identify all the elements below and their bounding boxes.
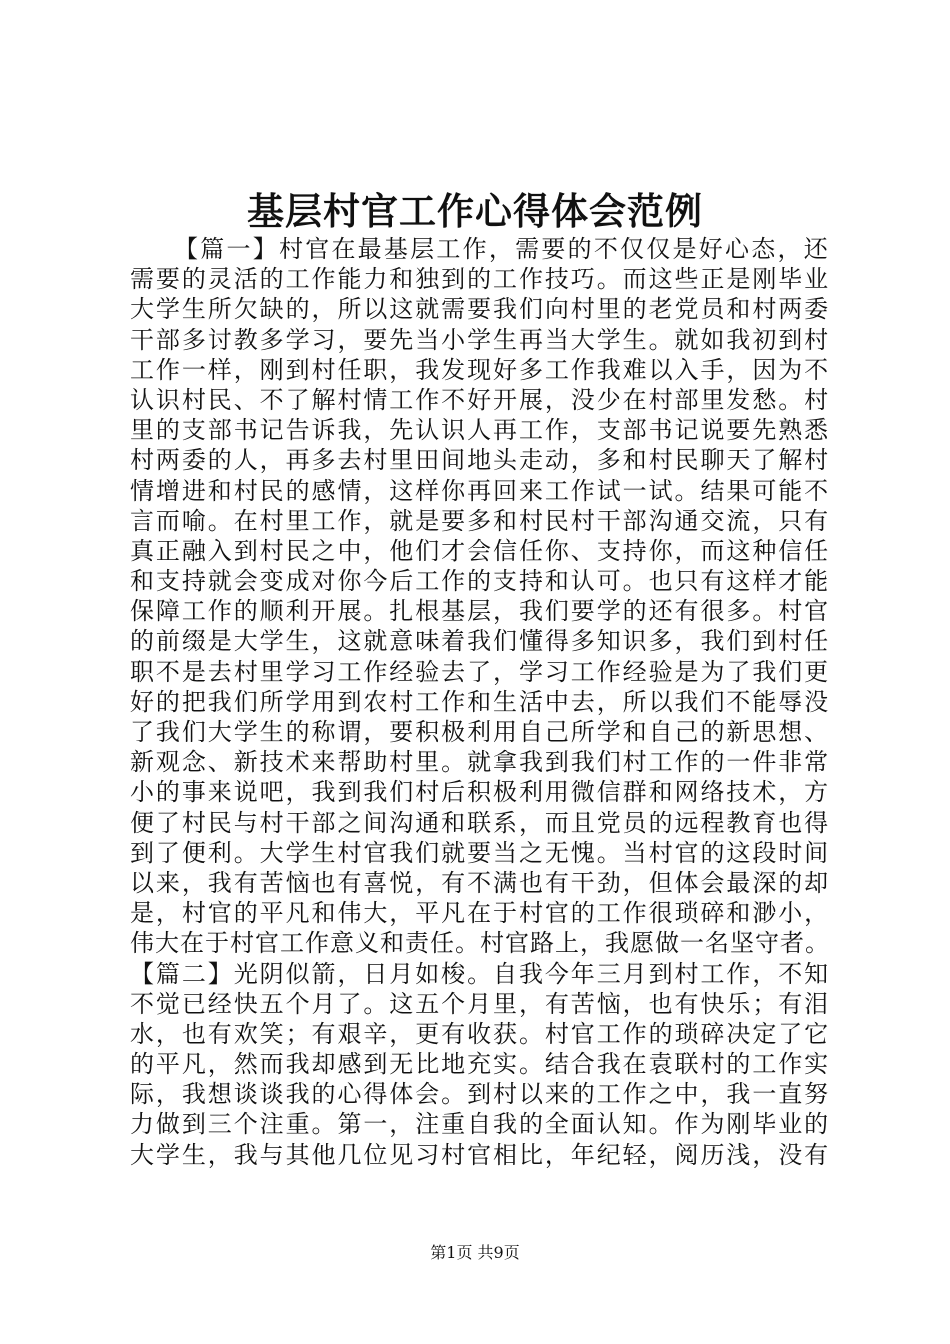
text-line: 【篇二】光阴似箭，日月如梭。自我今年三月到村工作，不知 bbox=[130, 959, 831, 988]
text-line: 情增进和村民的感情，这样你再回来工作试一试。结果可能不 bbox=[130, 476, 831, 505]
text-line: 便了村民与村干部之间沟通和联系，而且党员的远程教育也得 bbox=[130, 808, 831, 837]
document-body bbox=[130, 234, 830, 1170]
page-footer: 第1页 共9页 bbox=[430, 1243, 520, 1262]
text-line: 工作一样，刚到村任职，我发现好多工作我难以入手，因为不 bbox=[130, 355, 831, 384]
text-line: 了我们大学生的称谓，要积极利用自己所学和自己的新思想、 bbox=[130, 718, 831, 746]
text-line: 小的事来说吧，我到我们村后积极利用微信群和网络技术，方 bbox=[130, 778, 831, 807]
text-line: 新观念、新技术来帮助村里。就拿我到我们村工作的一件非常 bbox=[130, 748, 831, 777]
text-line: 到了便利。大学生村官我们就要当之无愧。当村官的这段时间 bbox=[130, 838, 831, 867]
text-line: 好的把我们所学用到农村工作和生活中去，所以我们不能辱没 bbox=[130, 687, 831, 716]
text-line: 的平凡，然而我却感到无比地充实。结合我在袁联村的工作实 bbox=[130, 1050, 831, 1079]
text-line: 的前缀是大学生，这就意味着我们懂得多知识多，我们到村任 bbox=[130, 627, 831, 656]
text-line: 大学生所欠缺的，所以这就需要我们向村里的老党员和村两委 bbox=[130, 295, 831, 324]
text-line: 【篇一】村官在最基层工作，需要的不仅仅是好心态，还 bbox=[174, 235, 830, 263]
text-line: 大学生，我与其他几位见习村官相比，年纪轻，阅历浅，没有 bbox=[130, 1140, 831, 1169]
text-line: 际，我想谈谈我的心得体会。到村以来的工作之中，我一直努 bbox=[130, 1080, 831, 1109]
text-line: 认识村民、不了解村情工作不好开展，没少在村部里发愁。村 bbox=[130, 385, 831, 414]
text-line: 村两委的人，再多去村里田间地头走动，多和村民聊天了解村 bbox=[130, 446, 831, 475]
text-line: 和支持就会变成对你今后工作的支持和认可。也只有这样才能 bbox=[130, 567, 831, 596]
text-line: 以来，我有苦恼也有喜悦，有不满也有干劲，但体会最深的却 bbox=[130, 868, 831, 897]
text-line: 伟大在于村官工作意义和责任。村官路上，我愿做一名坚守者。 bbox=[130, 929, 830, 958]
text-line: 干部多讨教多学习，要先当小学生再当大学生。就如我初到村 bbox=[130, 325, 831, 354]
text-line: 是，村官的平凡和伟大，平凡在于村官的工作很琐碎和渺小， bbox=[130, 899, 831, 928]
text-line: 需要的灵活的工作能力和独到的工作技巧。而这些正是刚毕业 bbox=[130, 265, 831, 294]
text-line: 里的支部书记告诉我，先认识人再工作，支部书记说要先熟悉 bbox=[130, 416, 831, 445]
text-line: 言而喻。在村里工作，就是要多和村民村干部沟通交流，只有 bbox=[130, 506, 831, 535]
text-line: 水，也有欢笑；有艰辛，更有收获。村官工作的琐碎决定了它 bbox=[130, 1019, 831, 1048]
text-line: 保障工作的顺利开展。扎根基层，我们要学的还有很多。村官 bbox=[130, 597, 831, 626]
text-line: 职不是去村里学习工作经验去了，学习工作经验是为了我们更 bbox=[130, 657, 831, 686]
document-title: 基层村官工作心得体会范例 bbox=[247, 189, 703, 233]
text-line: 真正融入到村民之中，他们才会信任你、支持你，而这种信任 bbox=[130, 536, 831, 565]
text-line: 力做到三个注重。第一，注重自我的全面认知。作为刚毕业的 bbox=[130, 1110, 831, 1139]
text-line: 不觉已经快五个月了。这五个月里，有苦恼，也有快乐；有泪 bbox=[130, 989, 831, 1018]
